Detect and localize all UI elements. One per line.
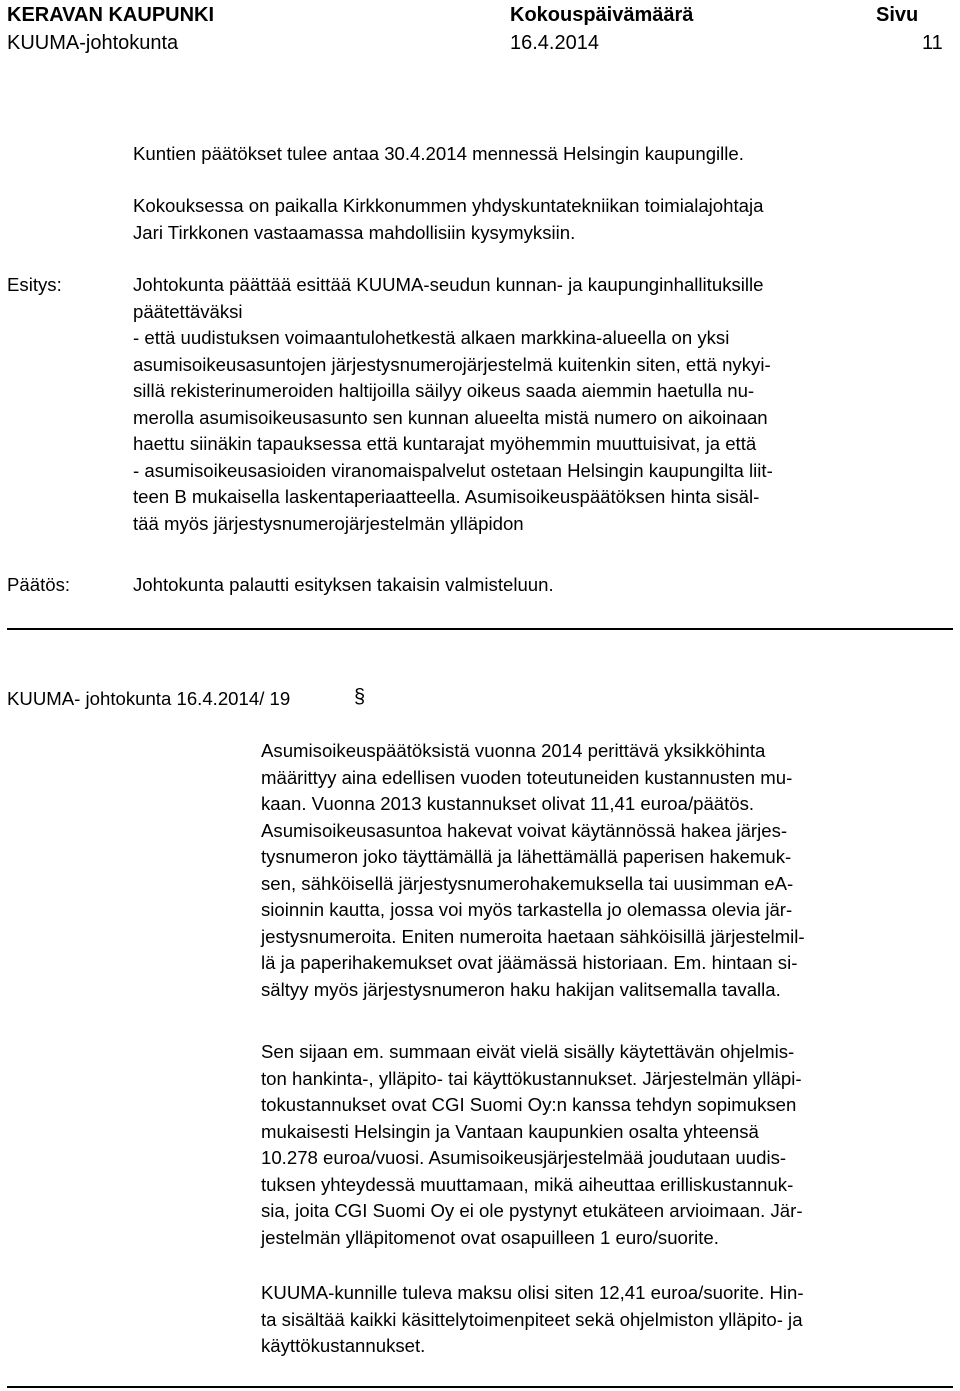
text-line: Kuntien päätökset tulee antaa 30.4.2014 mennessä Helsingin kaupungille. — [133, 143, 744, 164]
text-line: tää myös järjestysnumerojärjestelmän ylläpidon — [133, 512, 524, 534]
text-line: Kokouksessa on paikalla Kirkkonummen yhdyskuntatekniikan toimialajohtaja — [133, 195, 764, 216]
proposal-text — [133, 272, 773, 537]
intro-paragraph-2 — [133, 193, 763, 246]
decision-label: Päätös: — [7, 574, 71, 595]
text-line: - asumisoikeusasioiden viranomaispalvelut ostetaan Helsingin kaupungilta liit- — [133, 459, 773, 481]
text-line: kaan. Vuonna 2013 kustannukset olivat 11,41 euroa/päätös. — [261, 793, 755, 814]
meeting-date: 16.4.2014 — [510, 32, 599, 54]
text-line: tokustannukset ovat CGI Suomi Oy:n kanssa tehdyn sopimuksen — [261, 1094, 797, 1115]
body-paragraph-3 — [261, 1280, 804, 1360]
text-line: Johtokunta päättää esittää KUUMA-seudun kunnan- ja kaupunginhallituksille — [133, 274, 764, 295]
text-line: haettu siinäkin tapauksessa että kuntarajat myöhemmin muuttuisivat, ja että — [133, 433, 757, 454]
body-name: KUUMA-johtokunta — [7, 32, 179, 54]
text-line: Asumisoikeusasuntoa hakevat voivat käytännössä hakea järjes- — [261, 819, 788, 841]
text-line: ton hankinta-, ylläpito- tai käyttökustannukset. Järjestelmän ylläpi- — [261, 1067, 802, 1089]
body-paragraph-2 — [261, 1039, 803, 1251]
intro-paragraph-1 — [133, 141, 744, 168]
text-line: sia, joita CGI Suomi Oy ei ole pystynyt etukäteen arvioimaan. Jär- — [261, 1200, 803, 1221]
text-line: KUUMA-kunnille tuleva maksu olisi siten 12,41 euroa/suorite. Hin- — [261, 1282, 804, 1303]
body-paragraph-1 — [261, 738, 805, 1003]
text-line: käyttökustannukset. — [261, 1335, 426, 1356]
text-line: asumisoikeusasuntojen järjestysnumerojärjestelmä kuitenkin siten, että nykyi- — [133, 353, 771, 375]
text-line: jestelmän ylläpitomenot ovat osapuilleen 1 euro/suorite. — [261, 1226, 719, 1248]
page-label: Sivu — [876, 4, 919, 26]
text-line: - että uudistuksen voimaantulohetkestä alkaen markkina-alueella on yksi — [133, 327, 730, 348]
text-line: sen, sähköisellä järjestysnumerohakemuksella tai uusimman eA- — [261, 872, 794, 894]
meeting-date-label: Kokouspäivämäärä — [510, 4, 694, 26]
section-title: KUUMA- johtokunta 16.4.2014/ 19 — [7, 688, 291, 709]
decision-text — [133, 572, 554, 599]
text-line: sillä rekisterinumeroiden haltijoilla säilyy oikeus saada aiemmin haetulla nu- — [133, 380, 755, 401]
org-name: KERAVAN KAUPUNKI — [7, 4, 215, 26]
text-line: määrittyy aina edellisen vuoden toteutuneiden kustannusten mu- — [261, 766, 793, 788]
text-line: Jari Tirkkonen vastaamassa mahdollisiin kysymyksiin. — [133, 221, 576, 243]
text-line: lä ja paperihakemukset ovat jäämässä historiaan. Em. hintaan si- — [261, 952, 798, 973]
section-divider — [7, 628, 953, 630]
text-line: Sen sijaan em. summaan eivät vielä sisälly käytettävän ohjelmis- — [261, 1041, 795, 1062]
text-line: teen B mukaisella laskentaperiaatteella. Asumisoikeuspäätöksen hinta sisäl- — [133, 486, 760, 507]
text-line: tuksen yhteydessä muuttamaan, mikä aiheuttaa erilliskustannuk- — [261, 1173, 794, 1195]
text-line: jestysnumeroita. Eniten numeroita haetaan sähköisillä järjestelmil- — [261, 925, 805, 947]
proposal-label: Esitys: — [7, 274, 62, 295]
text-line: merolla asumisoikeusasunto sen kunnan alueelta mistä numero on aikoinaan — [133, 406, 768, 428]
text-line: Asumisoikeuspäätöksistä vuonna 2014 perittävä yksikköhinta — [261, 740, 766, 761]
text-line: Johtokunta palautti esityksen takaisin valmisteluun. — [133, 574, 554, 595]
text-line: mukaisesti Helsingin ja Vantaan kaupunkien osalta yhteensä — [261, 1120, 759, 1142]
text-line: 10.278 euroa/vuosi. Asumisoikeusjärjestelmää joudutaan uudis- — [261, 1147, 787, 1168]
text-line: sioinnin kautta, jossa voi myös tarkastella jo olemassa olevia jär- — [261, 899, 793, 920]
text-line: päätettäväksi — [133, 300, 243, 322]
page-bottom-divider — [7, 1386, 953, 1388]
text-line: tysnumeron joko täyttämällä ja lähettämällä paperisen hakemuk- — [261, 846, 792, 867]
section-mark: § — [354, 686, 366, 708]
text-line: ta sisältää kaikki käsittelytoimenpiteet sekä ohjelmiston ylläpito- ja — [261, 1308, 803, 1330]
page-number: 11 — [922, 32, 943, 54]
text-line: sältyy myös järjestysnumeron haku hakijan valitsemalla tavalla. — [261, 978, 781, 1000]
